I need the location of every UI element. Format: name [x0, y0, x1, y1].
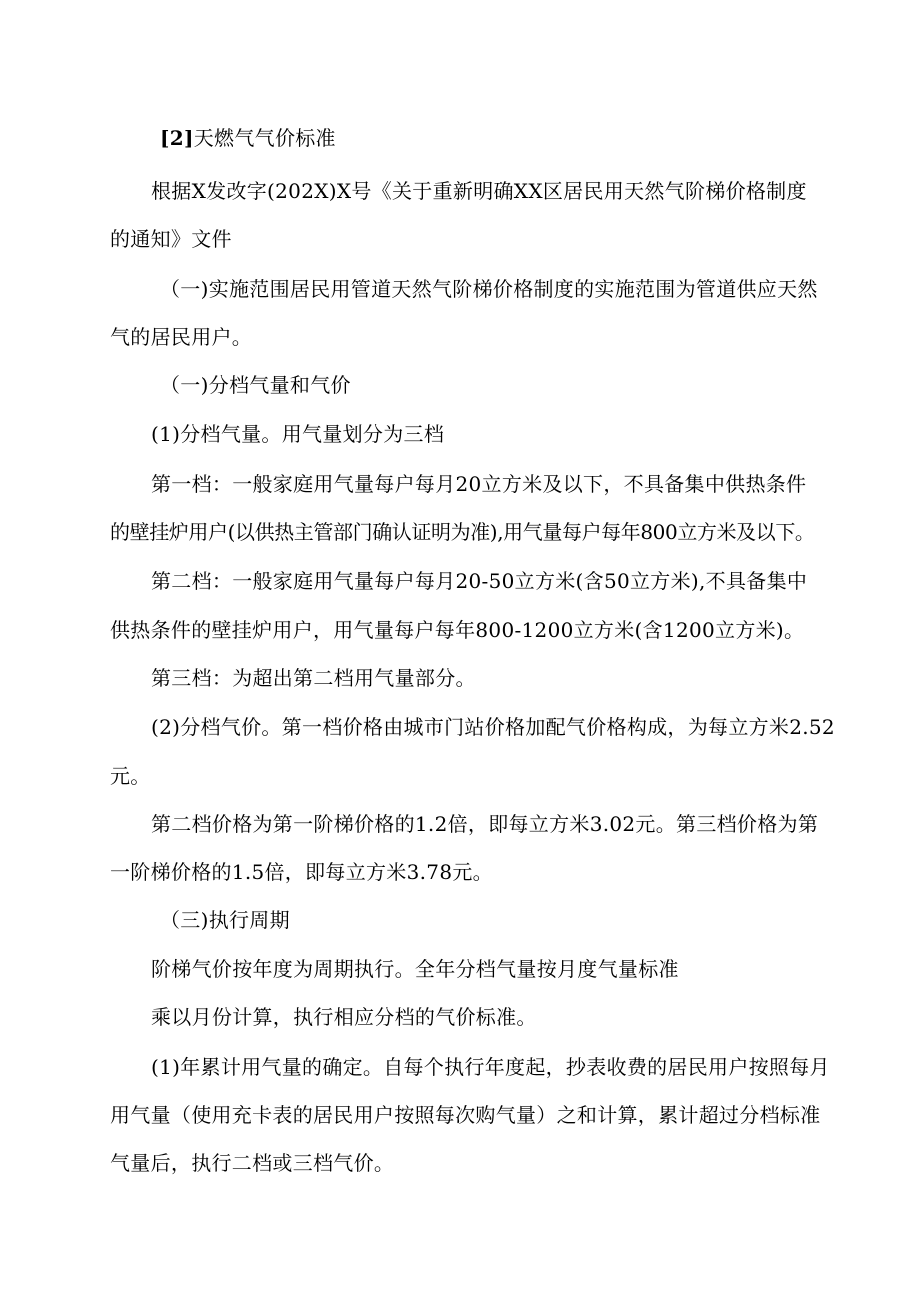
section-title: 天燃气气价标准: [193, 126, 336, 150]
paragraph-line: 的壁挂炉用户(以供热主管部门确认证明为准),用气量每户每年800立方米及以下。: [110, 520, 815, 544]
paragraph-line: 根据X发改字(202X)X号《关于重新明确XX区居民用天然气阶梯价格制度: [151, 179, 807, 203]
paragraph-line: 元。: [110, 764, 151, 788]
paragraph-line: 用气量（使用充卡表的居民用户按照每次购气量）之和计算，累计超过分档标准: [110, 1103, 821, 1127]
paragraph-line: 供热条件的壁挂炉用户，用气量每户每年800-1200立方米(含1200立方米)。: [110, 618, 805, 642]
section-number: [2]: [160, 126, 194, 150]
paragraph-line: （一)实施范围居民用管道天然气阶梯价格制度的实施范围为管道供应天然: [160, 277, 818, 301]
section-heading: [160, 125, 336, 151]
paragraph-line: 第二档价格为第一阶梯价格的1.2倍，即每立方米3.02元。第三档价格为第: [151, 812, 819, 836]
paragraph-line: 气量后，执行二档或三档气价。: [110, 1151, 395, 1175]
paragraph-line: 第一档：一般家庭用气量每户每月20立方米及以下，不具备集中供热条件: [151, 472, 807, 496]
paragraph-line: 第二档：一般家庭用气量每户每月20-50立方米(含50立方米),不具备集中: [151, 569, 808, 593]
paragraph-line: 气的居民用户。: [110, 325, 253, 349]
paragraph-line: 的通知》文件: [110, 227, 232, 251]
paragraph-line: 阶梯气价按年度为周期执行。全年分档气量按月度气量标准: [151, 957, 679, 981]
paragraph-line: （三)执行周期: [160, 908, 290, 932]
paragraph-line: 第三档：为超出第二档用气量部分。: [151, 666, 476, 690]
paragraph-line: (2)分档气价。第一档价格由城市门站价格加配气价格构成，为每立方米2.52: [151, 715, 835, 739]
paragraph-line: 乘以月份计算，执行相应分档的气价标准。: [151, 1005, 537, 1029]
paragraph-line: (1)分档气量。用气量划分为三档: [151, 422, 445, 446]
paragraph-line: 一阶梯价格的1.5倍，即每立方米3.78元。: [110, 860, 493, 884]
paragraph-line: (1)年累计用气量的确定。自每个执行年度起，抄表收费的居民用户按照每月: [151, 1055, 830, 1079]
paragraph-line: （一)分档气量和气价: [160, 373, 351, 397]
